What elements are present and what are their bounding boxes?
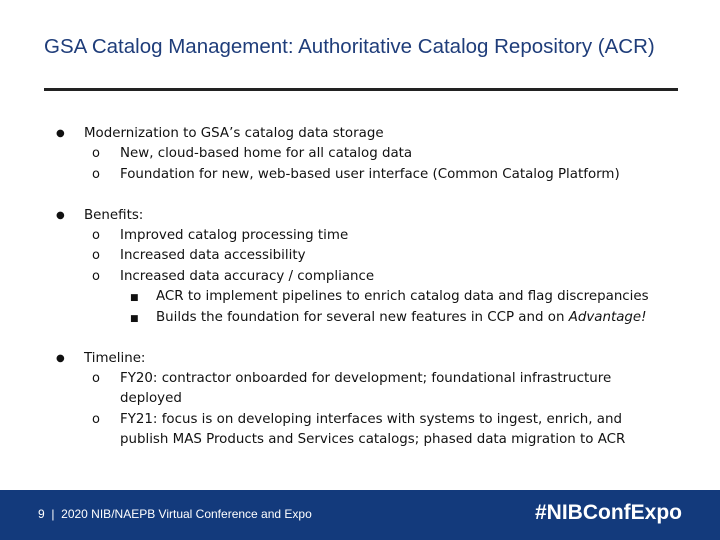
event-hashtag: #NIBConfExpo xyxy=(535,501,682,524)
slide-title: GSA Catalog Management: Authoritative Catalog Repository (ACR) xyxy=(44,35,655,58)
event-name: 2020 NIB/NAEPB Virtual Conference and Expo xyxy=(61,507,312,521)
bullet-benefits: Benefits: xyxy=(84,208,144,223)
sub-bullet-circle-icon: o xyxy=(92,371,100,386)
sub-bullet-foundation-ui: Foundation for new, web-based user interface (Common Catalog Platform) xyxy=(120,167,620,182)
sub-bullet-accessibility: Increased data accessibility xyxy=(120,248,306,263)
sub-bullet-fy20: FY20: contractor onboarded for development; foundational infrastructure xyxy=(120,371,612,386)
footer-separator: | xyxy=(51,507,55,521)
footer-caption xyxy=(38,507,312,521)
bullet-dot-icon: ● xyxy=(56,353,65,364)
page-number: 9 xyxy=(38,507,45,521)
sub-bullet-fy21: FY21: focus is on developing interfaces with systems to ingest, enrich, and xyxy=(120,412,622,427)
subsub-bullet-ccp-features xyxy=(156,308,647,328)
square-bullet-icon: ■ xyxy=(130,293,139,303)
subsub-bullet-ccp-text: Builds the foundation for several new features in CCP and on xyxy=(156,310,569,325)
sub-bullet-circle-icon: o xyxy=(92,146,100,161)
sub-bullet-accuracy: Increased data accuracy / compliance xyxy=(120,269,375,284)
sub-bullet-fy21-cont: publish MAS Products and Services catalogs; phased data migration to ACR xyxy=(120,432,626,447)
subsub-bullet-pipelines: ACR to implement pipelines to enrich catalog data and flag discrepancies xyxy=(156,289,649,304)
bullet-dot-icon: ● xyxy=(56,210,65,221)
sub-bullet-circle-icon: o xyxy=(92,228,100,243)
bullet-dot-icon: ● xyxy=(56,128,65,139)
sub-bullet-circle-icon: o xyxy=(92,248,100,263)
bullet-modernization: Modernization to GSA’s catalog data storage xyxy=(84,126,384,141)
sub-bullet-processing-time: Improved catalog processing time xyxy=(120,228,349,243)
square-bullet-icon: ■ xyxy=(130,314,139,324)
sub-bullet-circle-icon: o xyxy=(92,269,100,284)
footer-bar xyxy=(0,490,720,540)
advantage-brand-text: Advantage! xyxy=(568,310,647,325)
sub-bullet-circle-icon: o xyxy=(92,167,100,182)
sub-bullet-fy20-cont: deployed xyxy=(120,391,182,406)
sub-bullet-cloud-home: New, cloud-based home for all catalog data xyxy=(120,146,413,161)
sub-bullet-circle-icon: o xyxy=(92,412,100,427)
bullet-timeline: Timeline: xyxy=(84,351,146,366)
